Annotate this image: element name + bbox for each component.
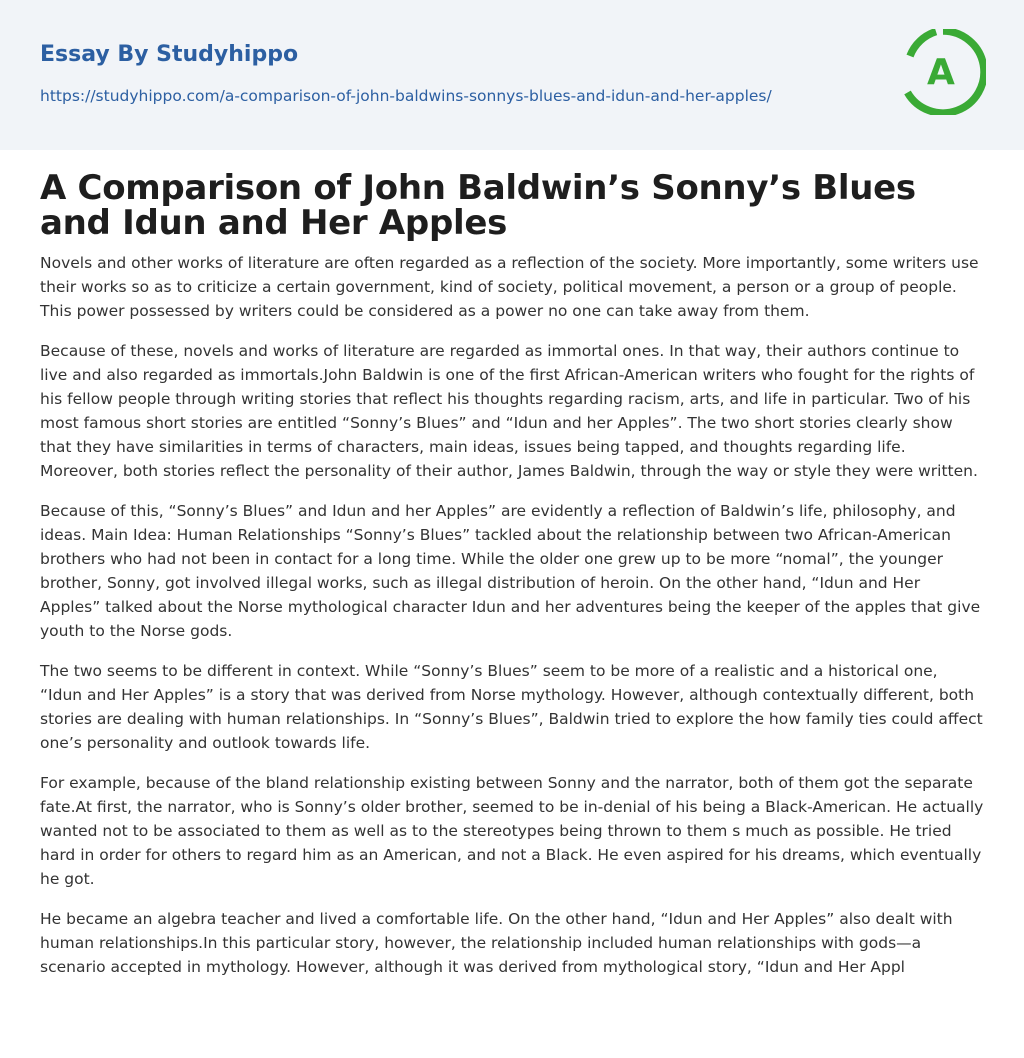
article-paragraph: He became an algebra teacher and lived a comfortable life. On the other hand, “Idun and Her Apples” also dealt with human relationships.In this particular story, however, the relationship included human relationships with gods—a scenario accepted in mythology. However, although it was derived from mythological story, “Idun and Her Appl [40,910,953,976]
logo-letter: A [927,52,955,93]
article-paragraph: For example, because of the bland relationship existing between Sonny and the narrator, both of them got the separate fate.At first, the narrator, who is Sonny’s older brother, seemed to be in-denial of his being a Black-American. He actually wanted not to be associated to them as well as to the stereotypes being thrown to them s much as possible. He tried hard in order for others to regard him as an American, and not a Black. He even aspired for his dreams, which eventually he got. [40,774,984,888]
article-paragraph: Because of these, novels and works of literature are regarded as immortal ones. In that way, their authors continue to live and also regarded as immortals.John Baldwin is one of the first African-American writers who fought for the rights of his fellow people through writing stories that reflect his thoughts regarding racism, arts, and life in particular. Two of his most famous short stories are entitled “Sonny’s Blues” and “Idun and her Apples”. The two short stories clearly show that they have similarities in terms of characters, main ideas, issues being tapped, and thoughts regarding life. Moreover, both stories reflect the personality of their author, James Baldwin, through the way or style they were written. [40,342,978,480]
article-paragraph: The two seems to be different in context. While “Sonny’s Blues” seem to be more of a realistic and a historical one, “Idun and Her Apples” is a story that was derived from Norse mythology. However, although contextually different, both stories are dealing with human relationships. In “Sonny’s Blues”, Baldwin tried to explore the how family ties could affect one’s personality and outlook towards life. [40,662,983,752]
source-url-link[interactable]: https://studyhippo.com/a-comparison-of-john-baldwins-sonnys-blues-and-idun-and-her-apples/ [40,87,772,105]
studyhippo-logo-icon[interactable] [900,29,986,115]
page-header [0,0,1024,150]
article-title: A Comparison of John Baldwin’s Sonny’s Blues and Idun and Her Apples [40,168,916,243]
article-paragraph: Because of this, “Sonny’s Blues” and Idun and her Apples” are evidently a reflection of Baldwin’s life, philosophy, and ideas. Main Idea: Human Relationships “Sonny’s Blues” tackled about the relationship between two African-American brothers who had not been in contact for a long time. While the older one grew up to be more “nomal”, the younger brother, Sonny, got involved illegal works, such as illegal distribution of heroin. On the other hand, “Idun and Her Apples” talked about the Norse mythological character Idun and her adventures being the keeper of the apples that give youth to the Norse gods. [40,502,981,640]
site-brand[interactable]: Essay By Studyhippo [40,42,299,67]
article [0,168,1024,979]
article-paragraph: Novels and other works of literature are often regarded as a reflection of the society. More importantly, some writers use their works so as to criticize a certain government, kind of society, political movement, a person or a group of people. This power possessed by writers could be considered as a power no one can take away from them. [40,254,979,320]
